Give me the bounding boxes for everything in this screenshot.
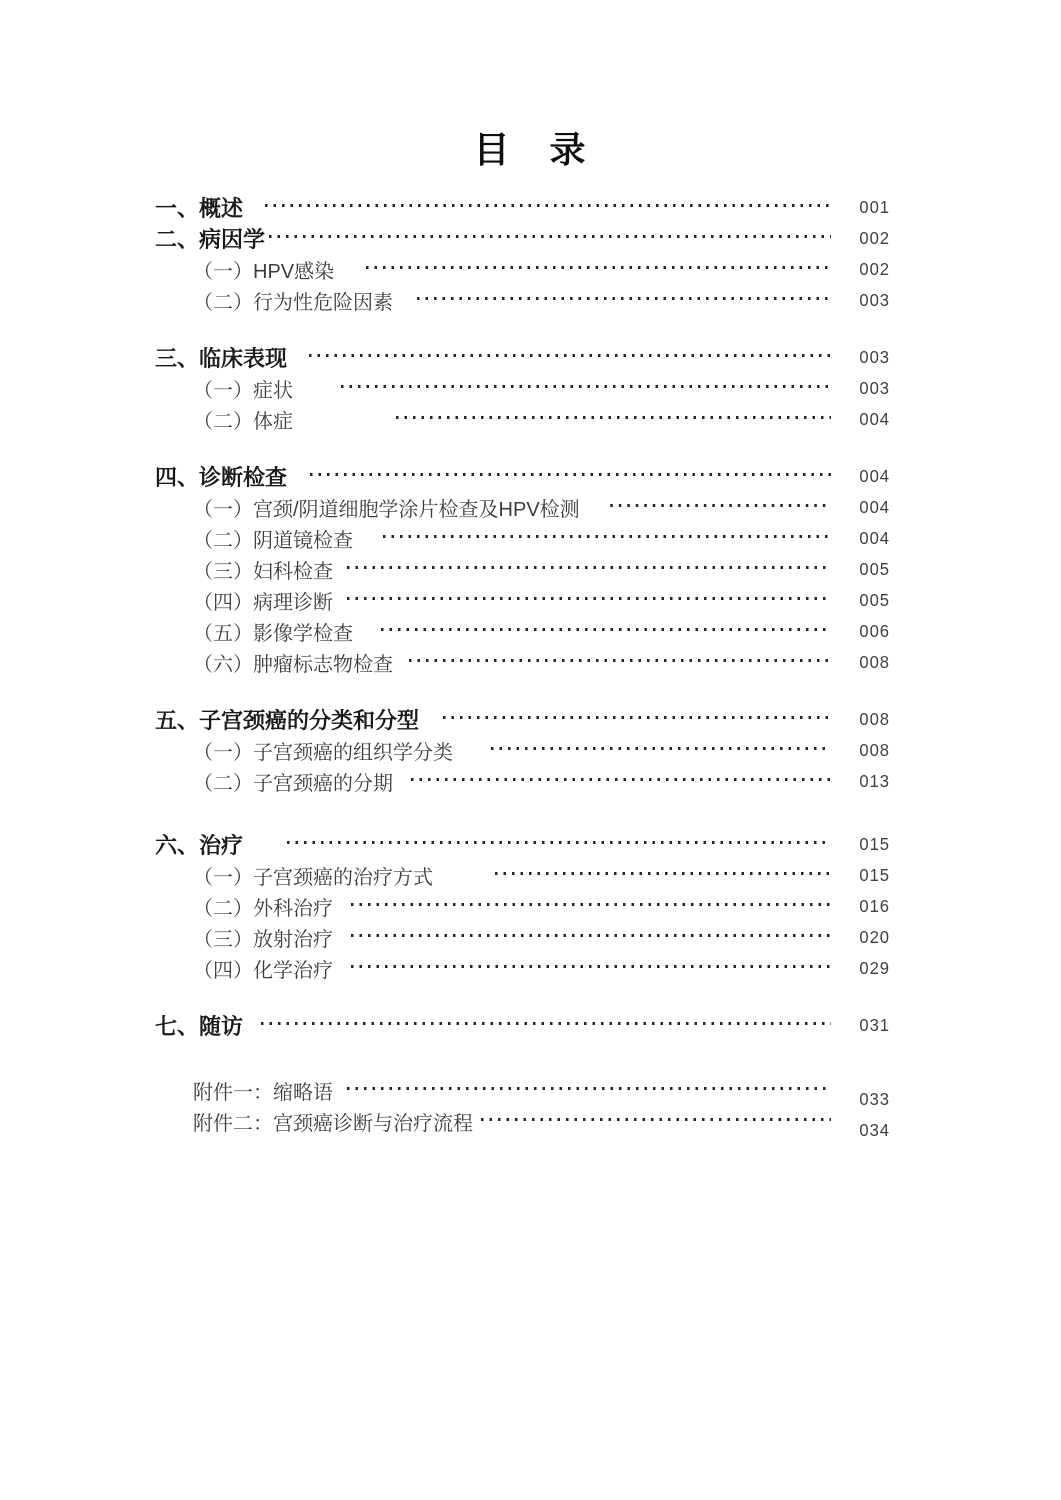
toc-entry-label: （二）阴道镜检查 — [193, 529, 353, 552]
dot-leader — [309, 354, 831, 357]
page-number: 003 — [859, 377, 890, 398]
page-number: 015 — [859, 864, 890, 885]
dot-leader — [347, 597, 831, 600]
dot-leader — [495, 872, 831, 875]
toc-group — [155, 342, 890, 435]
dot-leader — [269, 235, 831, 238]
toc-entry-label: 附件二：宫颈癌诊断与治疗流程 — [193, 1112, 473, 1135]
dot-leader — [411, 778, 831, 781]
page-number: 004 — [859, 496, 890, 517]
toc-entry[interactable] — [155, 860, 890, 891]
dot-leader — [443, 716, 831, 719]
toc-entry-label: 七、随访 — [155, 1013, 244, 1039]
toc-entry[interactable] — [155, 585, 890, 616]
dot-leader — [351, 903, 831, 906]
dot-leader — [381, 628, 831, 631]
page-number: 020 — [859, 926, 890, 947]
toc-entry-label: 附件一：缩略语 — [193, 1081, 333, 1104]
toc-entry-label: 一、概述 — [155, 195, 244, 221]
page-number: 002 — [859, 258, 890, 279]
toc-entry-label: 三、临床表现 — [155, 345, 288, 371]
toc-entry[interactable] — [155, 891, 890, 922]
toc-entry[interactable] — [155, 1010, 890, 1041]
toc-entry[interactable] — [155, 554, 890, 585]
page-number: 031 — [859, 1014, 890, 1035]
dot-leader — [347, 1087, 831, 1090]
toc-entry-label: （二）体症 — [193, 410, 293, 433]
toc-entry[interactable] — [155, 192, 890, 223]
dot-leader — [409, 659, 831, 662]
toc-entry[interactable] — [155, 616, 890, 647]
toc-group — [155, 1010, 890, 1041]
page-number: 013 — [859, 770, 890, 791]
dot-leader — [261, 1022, 831, 1025]
toc-entry[interactable] — [155, 704, 890, 735]
toc-entry[interactable] — [155, 223, 890, 254]
dot-leader — [287, 841, 831, 844]
toc-entry[interactable] — [155, 342, 890, 373]
page-title: 目 录 — [473, 130, 588, 170]
page-number: 034 — [859, 1119, 890, 1140]
toc-entry-label: （一）子宫颈癌的组织学分类 — [193, 741, 453, 764]
dot-leader — [491, 747, 831, 750]
toc-entry-label: （一）子宫颈癌的治疗方式 — [193, 866, 433, 889]
toc-entry[interactable] — [155, 254, 890, 285]
toc-entry-label: （五）影像学检查 — [193, 622, 353, 645]
toc-entry-label: 五、子宫颈癌的分类和分型 — [155, 707, 420, 733]
page-number: 004 — [859, 527, 890, 548]
toc-entry[interactable] — [155, 1106, 890, 1140]
page-number: 008 — [859, 739, 890, 760]
dot-leader — [351, 934, 831, 937]
page-number: 005 — [859, 558, 890, 579]
toc-entry[interactable] — [155, 953, 890, 984]
page-number: 015 — [859, 833, 890, 854]
page-number: 003 — [859, 289, 890, 310]
dot-leader — [347, 566, 831, 569]
toc-entry-label: （六）肿瘤标志物检查 — [193, 653, 393, 676]
dot-leader — [610, 504, 831, 507]
toc-entry-label: （四）病理诊断 — [193, 591, 333, 614]
toc-entry[interactable] — [155, 492, 890, 523]
page-number: 008 — [859, 651, 890, 672]
toc-group — [155, 461, 890, 678]
dot-leader — [351, 965, 831, 968]
page-number: 001 — [859, 196, 890, 217]
toc-entry-label: （二）子宫颈癌的分期 — [193, 772, 393, 795]
toc-entry-label: （一）症状 — [193, 379, 293, 402]
dot-leader — [417, 297, 831, 300]
toc-entry-label: （二）行为性危险因素 — [193, 291, 393, 314]
toc-entry-label: （一）HPV感染 — [193, 260, 335, 283]
toc-entry[interactable] — [155, 373, 890, 404]
page-number: 004 — [859, 408, 890, 429]
page-number: 003 — [859, 346, 890, 367]
dot-leader — [341, 385, 831, 388]
page-number: 006 — [859, 620, 890, 641]
toc-entry-label: 四、诊断检查 — [155, 464, 288, 490]
toc-group — [155, 192, 890, 316]
toc-entry[interactable] — [155, 647, 890, 678]
toc-entry-label: 六、治疗 — [155, 832, 244, 858]
toc-group — [155, 829, 890, 984]
toc-group — [155, 704, 890, 797]
toc — [155, 192, 890, 1140]
toc-entry[interactable] — [155, 735, 890, 766]
page-number: 016 — [859, 895, 890, 916]
dot-leader — [366, 266, 831, 269]
toc-entry-label: （三）放射治疗 — [193, 928, 333, 951]
dot-leader — [310, 473, 831, 476]
dot-leader — [481, 1118, 831, 1121]
page-number: 002 — [859, 227, 890, 248]
page-number: 033 — [859, 1088, 890, 1109]
page-number: 029 — [859, 957, 890, 978]
toc-entry[interactable] — [155, 404, 890, 435]
toc-entry[interactable] — [155, 285, 890, 316]
dot-leader — [383, 535, 831, 538]
toc-entry[interactable] — [155, 922, 890, 953]
dot-leader — [396, 416, 831, 419]
toc-entry[interactable] — [155, 461, 890, 492]
page-number: 008 — [859, 708, 890, 729]
toc-entry-label: （一）宫颈/阴道细胞学涂片检查及HPV检测 — [193, 498, 580, 521]
toc-entry[interactable] — [155, 829, 890, 860]
toc-entry[interactable] — [155, 1075, 890, 1109]
toc-entry[interactable] — [155, 523, 890, 554]
toc-group — [155, 1075, 890, 1140]
toc-entry[interactable] — [155, 766, 890, 797]
page-number: 004 — [859, 465, 890, 486]
toc-entry-label: （二）外科治疗 — [193, 897, 333, 920]
toc-entry-label: （三）妇科检查 — [193, 560, 333, 583]
dot-leader — [265, 204, 831, 207]
toc-entry-label: 二、病因学 — [155, 226, 266, 252]
toc-entry-label: （四）化学治疗 — [193, 959, 333, 982]
page-number: 005 — [859, 589, 890, 610]
